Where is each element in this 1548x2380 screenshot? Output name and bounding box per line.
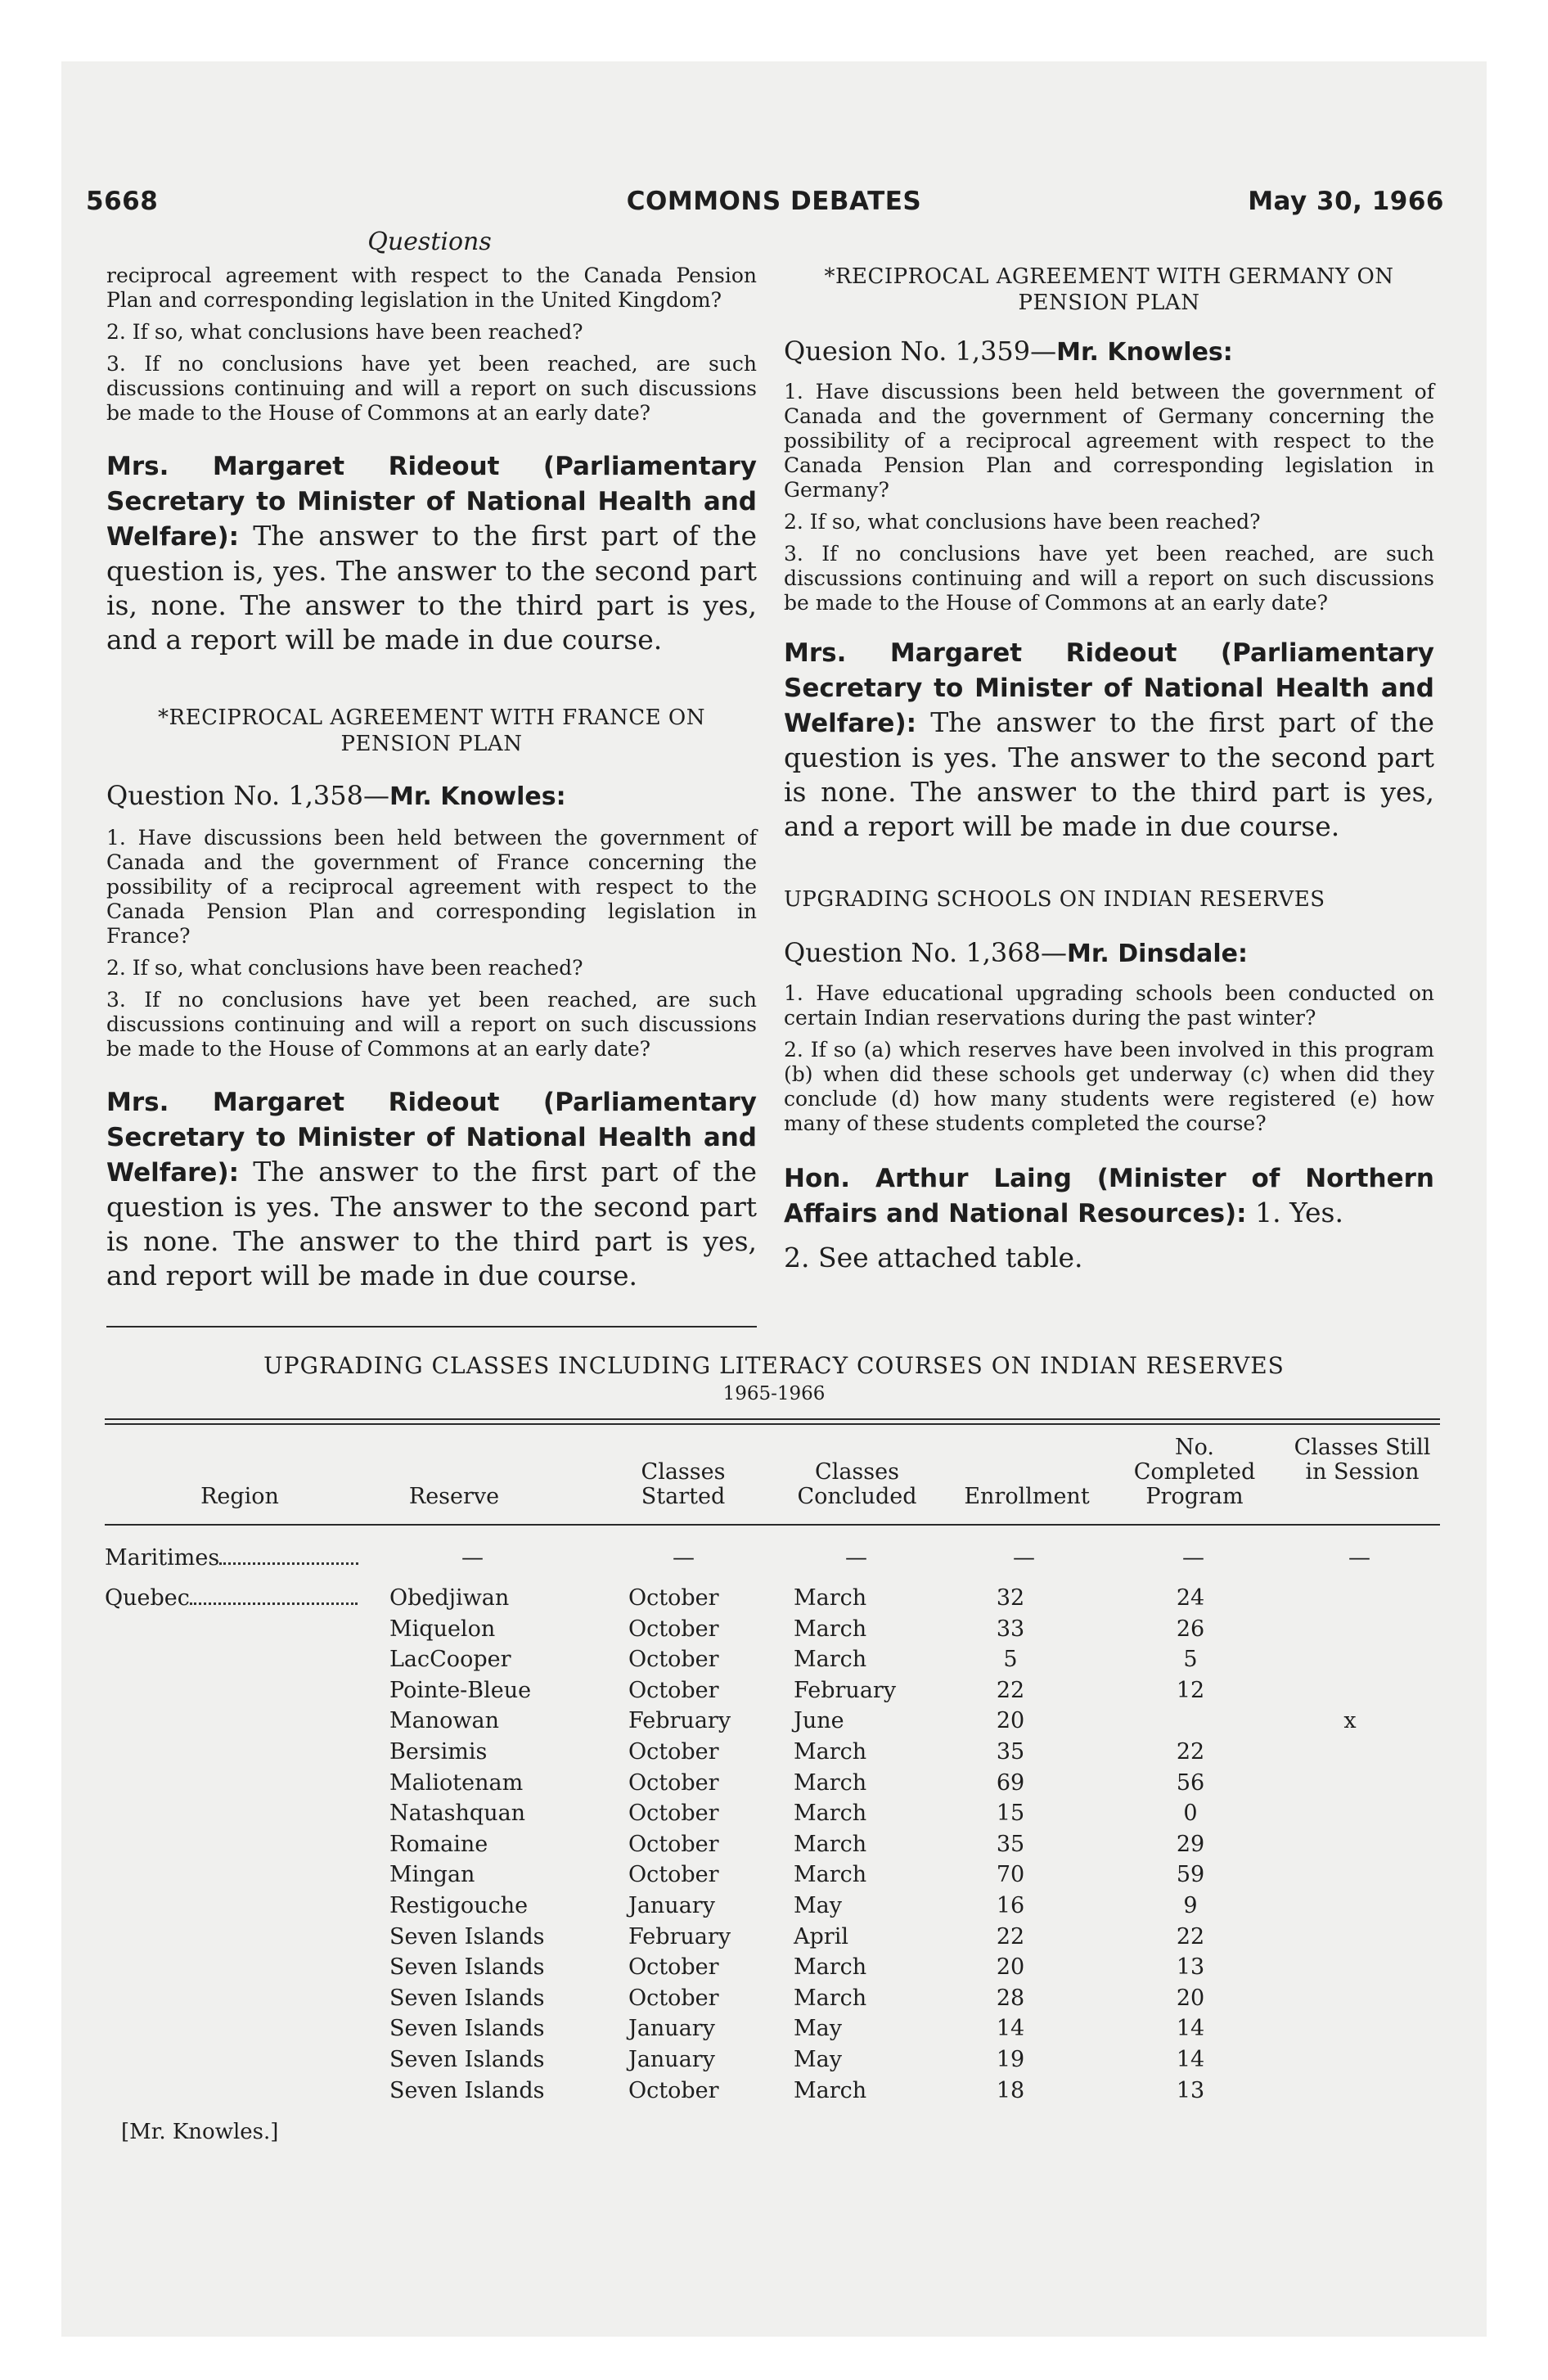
table-cell-started: October bbox=[628, 1677, 719, 1703]
table-cell-started: October bbox=[628, 1831, 719, 1857]
leader-dots bbox=[190, 1598, 358, 1605]
table-cell-enrollment: 19 bbox=[996, 2047, 1025, 2072]
table-cell-enrollment: 32 bbox=[996, 1585, 1025, 1611]
answer-paragraph bbox=[784, 1161, 1434, 1231]
table-cell-completed: 29 bbox=[1176, 1831, 1205, 1857]
table-cell-reserve: Pointe-Bleue bbox=[389, 1677, 532, 1703]
table-header-rule bbox=[105, 1524, 1440, 1526]
table-cell-enrollment: 33 bbox=[996, 1616, 1025, 1642]
table-cell-completed: 12 bbox=[1176, 1677, 1205, 1703]
region-maritimes bbox=[105, 1545, 358, 1571]
question-asker: Mr. Knowles: bbox=[1056, 338, 1233, 367]
table-years: 1965-1966 bbox=[722, 1383, 826, 1404]
table-cell-started: October bbox=[628, 1769, 719, 1796]
table-cell-concluded: March bbox=[794, 1831, 867, 1857]
column-header-in-session: Classes Still in Session bbox=[1294, 1435, 1431, 1485]
question-asker: Mr. Knowles: bbox=[389, 782, 566, 811]
right-column bbox=[784, 264, 1434, 1275]
table-cell-completed: 56 bbox=[1176, 1769, 1205, 1796]
table-cell-enrollment: 70 bbox=[996, 1862, 1025, 1888]
question-item: 3. If no conclusions have yet been reached, are such discussions continuing and will a report on such discussions be made to the House of Commons at an early date? bbox=[106, 988, 757, 1061]
table-cell-completed: 13 bbox=[1176, 1954, 1205, 1981]
table-cell-started: February bbox=[628, 1708, 731, 1734]
table-cell-concluded: May bbox=[794, 2047, 842, 2072]
table-cell-enrollment: 35 bbox=[996, 1739, 1025, 1765]
answer-text: 2. See attached table. bbox=[784, 1242, 1083, 1273]
question-heading: *RECIPROCAL AGREEMENT WITH GERMANY ON PENSION PLAN bbox=[824, 264, 1394, 315]
left-column bbox=[106, 264, 757, 1293]
table-cell-enrollment: 16 bbox=[996, 1893, 1025, 1918]
table-cell-started: January bbox=[628, 2016, 715, 2042]
region-label: Maritimes bbox=[105, 1545, 220, 1571]
table-cell-started: February bbox=[628, 1923, 731, 1950]
question-item: 1. Have educational upgrading schools been conducted on certain Indian reservations during the past winter? bbox=[784, 981, 1434, 1030]
table-cell-reserve: Natashquan bbox=[389, 1801, 526, 1827]
question-text: reciprocal agreement with respect to the Canada Pension Plan and corresponding legislation in the United Kingdom? bbox=[106, 264, 757, 312]
question-item: 2. If so (a) which reserves have been involved in this program (b) when did these schools get underway (c) when did they conclude (d) how many students were registered (e) how many of these students completed the course? bbox=[784, 1038, 1434, 1135]
table-cell-started: October bbox=[628, 2077, 719, 2103]
table-cell-concluded: March bbox=[794, 1585, 867, 1611]
journal-title: COMMONS DEBATES bbox=[626, 187, 922, 216]
answer-text: The answer to the first part of the question is yes. The answer to the second part is none. The answer to the third part is yes, and report will be made in due course. bbox=[106, 1156, 757, 1291]
table-cell-enrollment: 35 bbox=[996, 1831, 1025, 1857]
table-cell-concluded: March bbox=[794, 1954, 867, 1981]
table-cell-enrollment: 18 bbox=[996, 2077, 1025, 2103]
question-number bbox=[784, 336, 1434, 367]
question-label: Quesion No. 1,359— bbox=[784, 336, 1057, 367]
column-header-concluded: Classes Concluded bbox=[797, 1459, 917, 1509]
table-cell-started: October bbox=[628, 1985, 719, 2011]
question-label: Question No. 1,368— bbox=[784, 937, 1067, 968]
region-label: Quebec bbox=[105, 1585, 190, 1611]
region-quebec bbox=[105, 1585, 358, 1611]
section-title: Questions bbox=[367, 228, 492, 256]
table-cell-concluded: March bbox=[794, 1616, 867, 1642]
question-number bbox=[106, 780, 757, 811]
table-cell-enrollment: 20 bbox=[996, 1708, 1025, 1734]
column-header-completed: No. Completed Program bbox=[1133, 1435, 1256, 1509]
table-cell-enrollment: 20 bbox=[996, 1954, 1025, 1981]
speaker-name: Mrs. Margaret Rideout (Parliamentary Secretary to Minister of National Health and Welfare): bbox=[784, 638, 1434, 738]
column-end-rule bbox=[106, 1326, 757, 1327]
table-cell-concluded: May bbox=[794, 2016, 842, 2042]
question-item: 2. If so, what conclusions have been reached? bbox=[784, 510, 1261, 534]
table-title: UPGRADING CLASSES INCLUDING LITERACY COURSES ON INDIAN RESERVES bbox=[263, 1352, 1285, 1379]
table-cell-completed: 20 bbox=[1176, 1985, 1205, 2011]
speaker-name: Mrs. Margaret Rideout (Parliamentary Secretary to Minister of National Health and Welfare): bbox=[106, 1088, 757, 1188]
table-cell-started: January bbox=[628, 1893, 715, 1918]
table-cell-concluded: March bbox=[794, 1769, 867, 1796]
column-header-enrollment: Enrollment bbox=[964, 1484, 1090, 1509]
table-cell-concluded: March bbox=[794, 2077, 867, 2103]
table-cell-started: October bbox=[628, 1954, 719, 1981]
question-text: 3. If no conclusions have yet been reached, are such discussions continuing and will a report on such discussions be made to the House of Commons at an early date? bbox=[106, 352, 757, 425]
question-text: 2. If so, what conclusions have been reached? bbox=[106, 320, 583, 344]
table-cell-enrollment: 5 bbox=[1003, 1647, 1018, 1673]
table-cell-concluded: March bbox=[794, 1985, 867, 2011]
table-cell-in-session: x bbox=[1343, 1708, 1357, 1734]
table-cell-reserve: Seven Islands bbox=[389, 1954, 545, 1981]
question-item: 3. If no conclusions have yet been reached, are such discussions continuing and will a report on such discussions be made to the House of Commons at an early date? bbox=[784, 542, 1434, 615]
table-cell-reserve: Restigouche bbox=[389, 1893, 529, 1918]
table-cell-enrollment: 14 bbox=[996, 2016, 1025, 2042]
table-cell-started: October bbox=[628, 1739, 719, 1765]
question-heading: *RECIPROCAL AGREEMENT WITH FRANCE ON PENSION PLAN bbox=[158, 705, 705, 756]
leader-dots bbox=[219, 1557, 358, 1565]
question-item: 1. Have discussions been held between the government of Canada and the government of France concerning the possibility of a reciprocal agreement with respect to the Canada Pension Plan and corresponding legislation in France? bbox=[106, 826, 757, 948]
speaker-name: Hon. Arthur Laing (Minister of Northern Affairs and National Resources): bbox=[784, 1164, 1434, 1228]
footnote: [Mr. Knowles.] bbox=[121, 2120, 279, 2144]
table-cell-concluded: March bbox=[794, 1739, 867, 1765]
table-cell-concluded: April bbox=[794, 1923, 848, 1950]
table-cell-completed: 24 bbox=[1176, 1585, 1205, 1611]
answer-text: 1. Yes. bbox=[1255, 1197, 1343, 1228]
table-cell-started: October bbox=[628, 1801, 719, 1827]
table-top-rule bbox=[105, 1418, 1440, 1420]
question-number bbox=[784, 937, 1434, 968]
table-cell-enrollment: 69 bbox=[996, 1769, 1025, 1796]
question-asker: Mr. Dinsdale: bbox=[1067, 940, 1248, 968]
table-cell-reserve: Manowan bbox=[389, 1708, 499, 1734]
table-cell-concluded: March bbox=[794, 1647, 867, 1673]
question-label: Question No. 1,358— bbox=[106, 780, 389, 811]
answer-paragraph bbox=[784, 635, 1434, 844]
table-cell-dash: — bbox=[1013, 1545, 1035, 1571]
table-cell-concluded: February bbox=[794, 1677, 897, 1703]
column-header-region: Region bbox=[200, 1484, 279, 1509]
answer-paragraph bbox=[106, 449, 757, 657]
table-cell-completed: 59 bbox=[1176, 1862, 1205, 1888]
table-cell-started: October bbox=[628, 1616, 719, 1642]
table-cell-reserve: Obedjiwan bbox=[389, 1585, 510, 1611]
table-cell-reserve: Seven Islands bbox=[389, 2016, 545, 2042]
column-header-reserve: Reserve bbox=[408, 1484, 500, 1509]
table-cell-dash: — bbox=[673, 1545, 695, 1571]
page-number: 5668 bbox=[86, 187, 159, 216]
answer-text: The answer to the first part of the question is, yes. The answer to the second part is, none. The answer to the third part is yes, and a report will be made in due course. bbox=[106, 520, 757, 656]
table-cell-dash: — bbox=[1348, 1545, 1370, 1571]
table-cell-reserve: LacCooper bbox=[389, 1647, 511, 1673]
table-cell-completed: 22 bbox=[1176, 1923, 1205, 1950]
question-heading: UPGRADING SCHOOLS ON INDIAN RESERVES bbox=[784, 887, 1325, 912]
speaker-name: Mrs. Margaret Rideout (Parliamentary Secretary to Minister of National Health and Welfare): bbox=[106, 452, 757, 552]
table-cell-reserve: Seven Islands bbox=[389, 1923, 545, 1950]
table-cell-completed: 26 bbox=[1176, 1616, 1205, 1642]
question-item: 2. If so, what conclusions have been reached? bbox=[106, 956, 583, 980]
table-cell-completed: 14 bbox=[1176, 2016, 1205, 2042]
table-cell-started: October bbox=[628, 1585, 719, 1611]
table-cell-reserve: Miquelon bbox=[389, 1616, 496, 1642]
table-cell-reserve: Maliotenam bbox=[389, 1769, 524, 1796]
page-date: May 30, 1966 bbox=[1248, 187, 1444, 216]
table-cell-enrollment: 28 bbox=[996, 1985, 1025, 2011]
table-cell-enrollment: 22 bbox=[996, 1923, 1025, 1950]
table-cell-dash: — bbox=[845, 1545, 867, 1571]
table-cell-completed: 5 bbox=[1183, 1647, 1198, 1673]
table-cell-enrollment: 15 bbox=[996, 1801, 1025, 1827]
table-cell-concluded: June bbox=[794, 1708, 844, 1734]
table-cell-concluded: March bbox=[794, 1801, 867, 1827]
table-cell-started: January bbox=[628, 2047, 715, 2072]
table-cell-started: October bbox=[628, 1647, 719, 1673]
table-cell-dash: — bbox=[1182, 1545, 1204, 1571]
table-cell-concluded: March bbox=[794, 1862, 867, 1888]
table-cell-reserve: Seven Islands bbox=[389, 2077, 545, 2103]
table-top-rule bbox=[105, 1423, 1440, 1425]
table-cell-completed: 22 bbox=[1176, 1739, 1205, 1765]
table-cell-enrollment: 22 bbox=[996, 1677, 1025, 1703]
table-cell-reserve: Bersimis bbox=[389, 1739, 488, 1765]
table-cell-completed: 9 bbox=[1183, 1893, 1198, 1918]
table-cell-reserve: Romaine bbox=[389, 1831, 488, 1857]
table-cell-concluded: May bbox=[794, 1893, 842, 1918]
question-item: 1. Have discussions been held between the government of Canada and the government of Germany concerning the possibility of a reciprocal agreement with respect to the Canada Pension Plan and corresponding legislation in Germany? bbox=[784, 380, 1434, 502]
table-cell-reserve: Mingan bbox=[389, 1862, 475, 1888]
table-cell-completed: 14 bbox=[1176, 2047, 1205, 2072]
column-header-started: Classes Started bbox=[641, 1459, 726, 1509]
answer-text: The answer to the first part of the question is yes. The answer to the second part is none. The answer to the third part is yes, and a report will be made in due course. bbox=[784, 706, 1434, 842]
table-cell-reserve: Seven Islands bbox=[389, 1985, 545, 2011]
table-cell-started: October bbox=[628, 1862, 719, 1888]
table-cell-dash: — bbox=[461, 1545, 484, 1571]
table-cell-completed: 13 bbox=[1176, 2077, 1205, 2103]
table-cell-completed: 0 bbox=[1183, 1801, 1198, 1827]
table-cell-reserve: Seven Islands bbox=[389, 2047, 545, 2072]
answer-paragraph bbox=[106, 1084, 757, 1293]
